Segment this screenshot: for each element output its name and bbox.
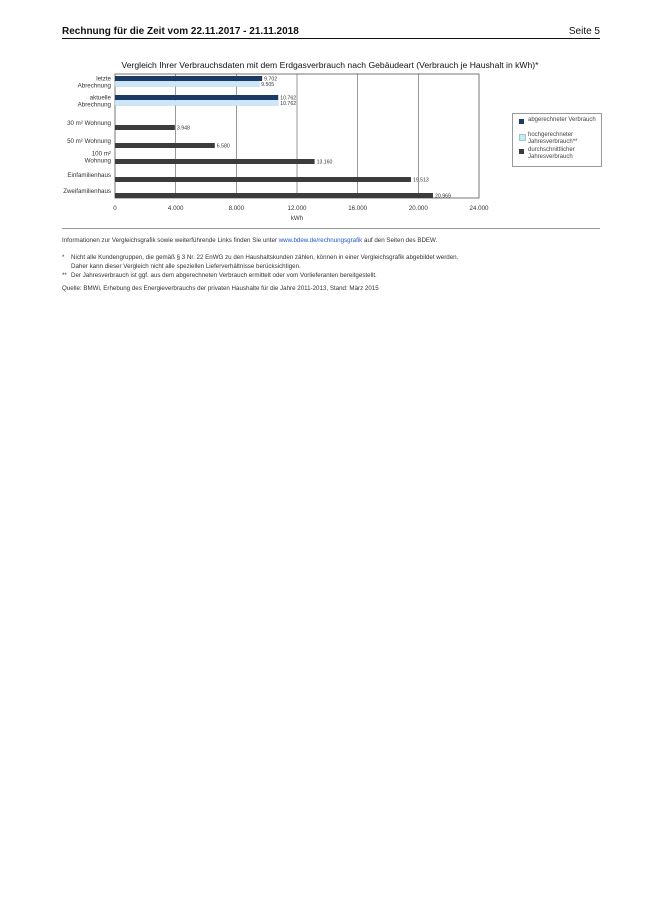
- x-tick-label: 0: [113, 205, 117, 212]
- legend-swatch-billed: [519, 119, 524, 124]
- category-label: 30 m² Wohnung: [67, 120, 111, 127]
- bar-value-label: 20.969: [435, 193, 451, 200]
- category-label: 50 m² Wohnung: [67, 138, 111, 145]
- x-tick-label: 12.000: [287, 205, 307, 212]
- legend-label-billed: abgerechneter Verbrauch: [528, 117, 596, 123]
- legend-label-projected: hochgerechneter Jahresverbrauch**: [528, 132, 578, 145]
- bar-value-label: 13.160: [316, 159, 333, 166]
- legend-swatch-average: [519, 149, 524, 154]
- chart-legend: [512, 113, 602, 167]
- category-label: Zweifamilienhaus: [63, 188, 111, 195]
- x-tick-label: 20.000: [408, 205, 428, 212]
- x-axis-label: kWh: [290, 215, 304, 222]
- invoice-period: Rechnung für die Zeit vom 22.11.2017 - 21.11.2018: [62, 26, 299, 37]
- bar-value-label: 3.948: [176, 125, 190, 132]
- category-label: Wohnung: [84, 157, 111, 165]
- bar-value-label: 10.762: [280, 95, 297, 102]
- x-tick-label: 24.000: [469, 205, 489, 212]
- category-label: Abrechnung: [77, 101, 111, 109]
- x-tick-label: 4.000: [167, 205, 184, 212]
- footnote-2-marker: **: [62, 272, 67, 279]
- info-note-text: Informationen zur Vergleichsgrafik sowie weiterführende Links finden Sie unter: [62, 237, 279, 244]
- x-tick-label: 16.000: [348, 205, 368, 212]
- source-note: Quelle: BMWi, Erhebung des Energieverbrauchs der privaten Haushalte für die Jahre 2011-2013, Stand: März 2015: [62, 285, 379, 292]
- page-number: Seite 5: [568, 26, 600, 37]
- x-tick-label: 8.000: [228, 205, 245, 212]
- bar-value-label: 19.513: [412, 177, 429, 184]
- bar: [115, 125, 175, 130]
- category-label: aktuelle: [89, 94, 111, 102]
- footnote-2: [62, 271, 600, 280]
- footnote-1-line-2: Daher kann dieser Vergleich nicht alle speziellen Lieferverhältnisse berücksichtigen.: [71, 263, 301, 270]
- bar: [115, 95, 278, 100]
- category-label: 100 m²: [91, 150, 111, 158]
- footnote-1: [62, 253, 600, 271]
- legend-label-average: durchschnittlicher Jahresverbrauch: [528, 147, 575, 160]
- info-note-suffix: auf den Seiten des BDEW.: [362, 237, 438, 244]
- footnote-1-marker: *: [62, 254, 65, 261]
- chart-divider: [62, 228, 600, 229]
- bar: [115, 76, 262, 81]
- bar: [115, 101, 278, 106]
- bar-value-label: 9.505: [261, 82, 275, 88]
- category-label: Abrechnung: [77, 82, 111, 90]
- bar: [115, 177, 411, 182]
- bar: [115, 82, 259, 87]
- info-note: [62, 236, 600, 245]
- category-label: Einfamilienhaus: [67, 172, 111, 179]
- bar-value-label: 6.580: [216, 143, 230, 150]
- bar: [115, 143, 215, 148]
- footnote-2-text: Der Jahresverbrauch ist ggf. aus dem abgerechneten Verbrauch ermittelt oder vom Vorlieferanten bereitgestellt.: [71, 272, 377, 279]
- bdew-link[interactable]: www.bdew.de/rechnungsgrafik: [278, 237, 363, 244]
- category-label: letzte: [96, 75, 111, 83]
- bar-value-label: 9.702: [264, 76, 278, 83]
- footnote-1-line-1: Nicht alle Kundengruppen, die gemäß § 3 Nr. 22 EnWG zu den Haushaltskunden zählen, können in einer Vergleichsgrafik abgebildet werden.: [71, 254, 459, 261]
- legend-swatch-projected: [519, 134, 526, 141]
- bar: [115, 159, 315, 164]
- bar-value-label: 10.762: [280, 101, 297, 107]
- chart-title: Vergleich Ihrer Verbrauchsdaten mit dem Erdgasverbrauch nach Gebäudeart (Verbrauch je Haushalt in kWh)*: [121, 60, 539, 70]
- bar: [115, 193, 433, 198]
